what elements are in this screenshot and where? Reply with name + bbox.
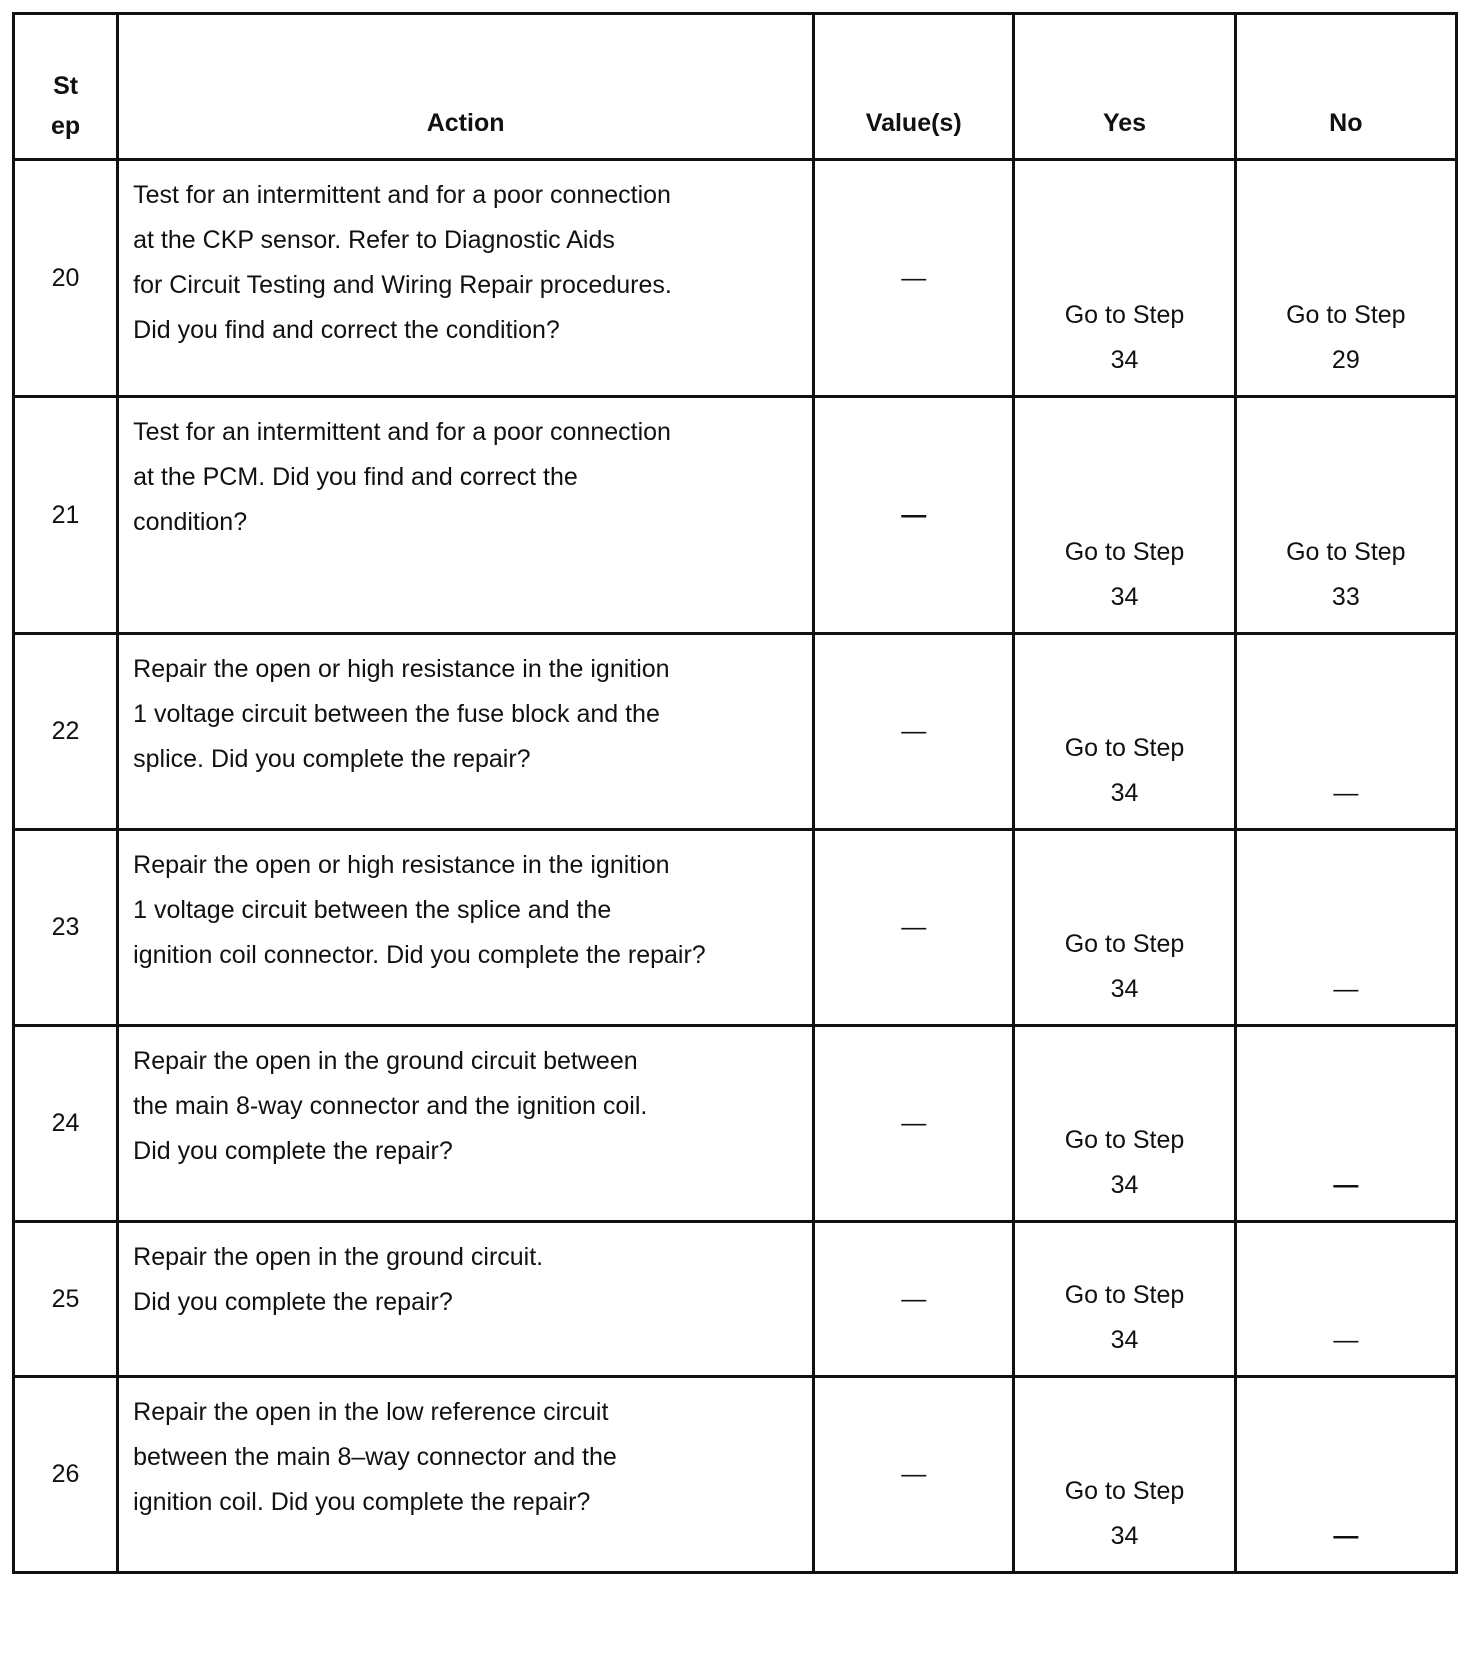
no-go-to-step	[1235, 160, 1456, 397]
go-to-step-number: 34	[1110, 779, 1139, 807]
step-number: 23	[14, 830, 118, 1026]
table-row	[14, 160, 1457, 397]
action-line: Test for an intermittent and for a poor connection	[133, 181, 671, 209]
no-go-to-step	[1235, 397, 1456, 634]
action-line: ignition coil connector. Did you complete the repair?	[133, 941, 706, 969]
action-line: Repair the open or high resistance in the ignition	[133, 655, 670, 683]
value-cell: —	[814, 1377, 1014, 1573]
step-number: 20	[14, 160, 118, 397]
go-to-step-number: 33	[1331, 583, 1360, 611]
no-value-cell: —	[1235, 1026, 1456, 1222]
yes-go-to-step	[1014, 160, 1235, 397]
action-line: Repair the open in the ground circuit between	[133, 1047, 638, 1075]
action-line: for Circuit Testing and Wiring Repair procedures.	[133, 271, 672, 299]
value-cell: —	[814, 1222, 1014, 1377]
no-value-cell: —	[1235, 1377, 1456, 1573]
yes-go-to-step	[1014, 1026, 1235, 1222]
go-to-step-number: 29	[1331, 346, 1360, 374]
diagnostic-table	[12, 12, 1458, 1574]
action-text	[118, 397, 814, 634]
go-to-step-number: 34	[1110, 1522, 1139, 1550]
header-row	[14, 14, 1457, 160]
go-to-step-label: Go to Step	[1064, 1126, 1185, 1154]
go-to-step-label: Go to Step	[1064, 1477, 1185, 1505]
action-line: splice. Did you complete the repair?	[133, 745, 531, 773]
action-line: Did you find and correct the condition?	[133, 316, 560, 344]
yes-go-to-step	[1014, 1222, 1235, 1377]
table-row	[14, 634, 1457, 830]
action-line: Repair the open in the ground circuit.	[133, 1243, 544, 1271]
action-line: at the CKP sensor. Refer to Diagnostic Aids	[133, 226, 615, 254]
action-text	[118, 1377, 814, 1573]
no-value-cell: —	[1235, 1222, 1456, 1377]
action-line: the main 8-way connector and the ignition coil.	[133, 1092, 648, 1120]
action-line: Did you complete the repair?	[133, 1137, 453, 1165]
step-number: 22	[14, 634, 118, 830]
table-row	[14, 1222, 1457, 1377]
table-row	[14, 1026, 1457, 1222]
go-to-step-label: Go to Step	[1064, 1281, 1185, 1309]
go-to-step-label: Go to Step	[1286, 538, 1406, 566]
action-line: Did you complete the repair?	[133, 1288, 453, 1316]
go-to-step-number: 34	[1110, 1171, 1139, 1199]
action-line: 1 voltage circuit between the splice and the	[133, 896, 612, 924]
action-text	[118, 830, 814, 1026]
action-text	[118, 1026, 814, 1222]
yes-go-to-step	[1014, 634, 1235, 830]
go-to-step-number: 34	[1110, 583, 1139, 611]
action-text	[118, 634, 814, 830]
no-column-header: No	[1235, 14, 1456, 160]
step-header-line-1: St	[53, 72, 79, 100]
yes-go-to-step	[1014, 397, 1235, 634]
yes-go-to-step	[1014, 1377, 1235, 1573]
yes-column-header: Yes	[1014, 14, 1235, 160]
action-text	[118, 160, 814, 397]
go-to-step-number: 34	[1110, 975, 1139, 1003]
go-to-step-number: 34	[1110, 1326, 1139, 1354]
go-to-step-label: Go to Step	[1064, 538, 1185, 566]
step-number: 26	[14, 1377, 118, 1573]
yes-go-to-step	[1014, 830, 1235, 1026]
step-column-header	[14, 14, 118, 160]
action-column-header: Action	[118, 14, 814, 160]
no-value-cell: —	[1235, 634, 1456, 830]
value-cell: —	[814, 397, 1014, 634]
value-cell: —	[814, 634, 1014, 830]
action-line: at the PCM. Did you find and correct the	[133, 463, 578, 491]
step-number: 24	[14, 1026, 118, 1222]
go-to-step-label: Go to Step	[1064, 301, 1185, 329]
step-header-line-2: ep	[50, 112, 81, 140]
action-text	[118, 1222, 814, 1377]
go-to-step-label: Go to Step	[1286, 301, 1406, 329]
step-number: 21	[14, 397, 118, 634]
value-cell: —	[814, 160, 1014, 397]
table-row	[14, 397, 1457, 634]
go-to-step-label: Go to Step	[1064, 734, 1185, 762]
action-line: between the main 8–way connector and the	[133, 1443, 617, 1471]
table-row	[14, 1377, 1457, 1573]
value-cell: —	[814, 1026, 1014, 1222]
action-line: condition?	[133, 508, 248, 536]
go-to-step-number: 34	[1110, 346, 1139, 374]
value-cell: —	[814, 830, 1014, 1026]
table-row	[14, 830, 1457, 1026]
action-line: ignition coil. Did you complete the repair?	[133, 1488, 591, 1516]
action-line: Repair the open or high resistance in the ignition	[133, 851, 670, 879]
action-line: 1 voltage circuit between the fuse block and the	[133, 700, 660, 728]
values-column-header: Value(s)	[814, 14, 1014, 160]
step-number: 25	[14, 1222, 118, 1377]
action-line: Repair the open in the low reference circuit	[133, 1398, 609, 1426]
no-value-cell: —	[1235, 830, 1456, 1026]
action-line: Test for an intermittent and for a poor connection	[133, 418, 671, 446]
go-to-step-label: Go to Step	[1064, 930, 1185, 958]
